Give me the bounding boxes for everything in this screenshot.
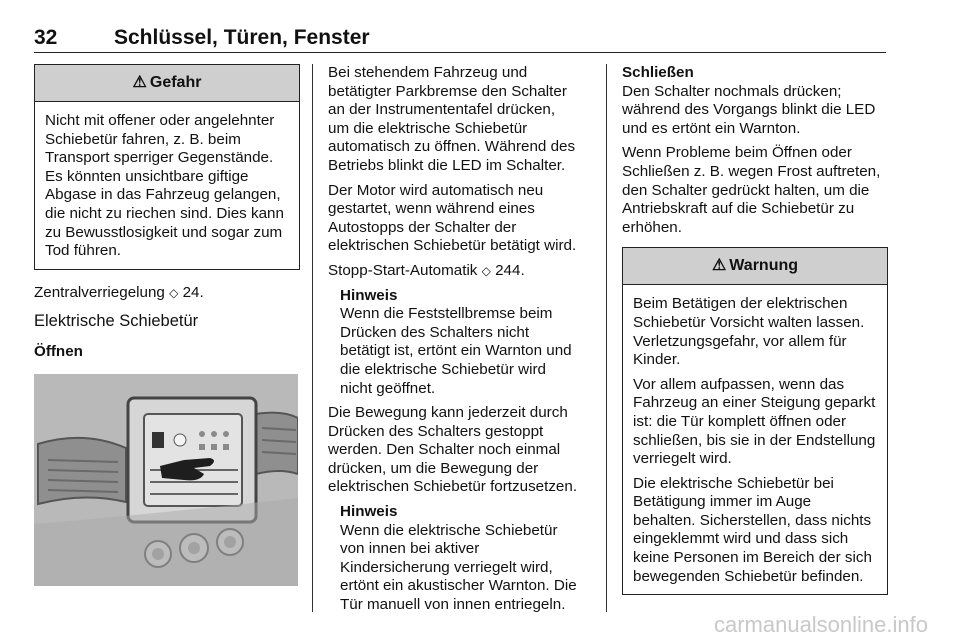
paragraph: Die Bewegung kann jederzeit durch Drücken des Schalters gestoppt werden. Den Schalter noch einmal drücken, um die Bewegung der elektrischen Schiebetür fortzusetzen. (328, 404, 578, 496)
warning-text: Beim Betätigen der elektrischen Schiebetür Vorsicht walten lassen. Verletzungsgefahr, vor allem für Kinder. (633, 295, 865, 369)
column-right (622, 64, 888, 595)
danger-box-body (35, 102, 299, 269)
note-text: Wenn die elektrische Schiebetür von innen bei aktiver Kindersicherung verriegelt wird, ertönt ein akustischer Warnton. Die Tür manuell von innen entriegeln. (340, 521, 577, 614)
warning-box-header (623, 248, 887, 285)
page-number: 32 (34, 26, 58, 49)
note-text: Wenn die Feststellbremse beim Drücken des Schalters nicht betätigt ist, ertönt ein Warnton und die elektrische Schiebetür wird nicht geöffnet. (340, 305, 572, 397)
reference-text: Zentralverriegelung (34, 283, 165, 301)
warning-triangle-icon: ⚠ (132, 73, 147, 91)
page-reference-icon: ◇ (169, 285, 179, 300)
danger-title: Gefahr (149, 73, 202, 91)
danger-box (34, 64, 300, 270)
danger-box-header (35, 65, 299, 102)
warning-text: Die elektrische Schiebetür bei Betätigung immer im Auge behalten. Sicherstellen, dass nichts eingeklemmt wird und dass sich keine Personen im Bereich der sich bewegenden Schiebetür befinden. (633, 474, 872, 585)
column-middle (328, 64, 578, 621)
warning-text: Vor allem aufpassen, wenn das Fahrzeug an einer Steigung geparkt ist: die Tür komplett öffnen oder schließen, bis sie in der Endstellung verriegelt wird. (633, 375, 876, 468)
paragraph: Der Motor wird automatisch neu gestartet, wenn während eines Autostopps der Schalter der elektrischen Schiebetür betätigt wird. (328, 181, 577, 255)
paragraph: Bei stehendem Fahrzeug und betätigter Parkbremse den Schalter an der Instrumententafel drücken, um die elektrische Schiebetür automatisch zu öffnen. Während des Betriebs blinkt die LED im Schalter. (328, 64, 576, 174)
warning-box-body (623, 285, 887, 594)
cross-reference (34, 284, 300, 303)
note-heading: Hinweis (340, 286, 398, 304)
cross-reference (328, 262, 578, 281)
page-title: Schlüssel, Türen, Fenster (114, 26, 370, 49)
warning-title: Warnung (729, 257, 799, 275)
note-block (328, 503, 578, 615)
paragraph: Wenn Probleme beim Öffnen oder Schließen z. B. wegen Frost auftreten, den Schalter gedrückt halten, um die Antriebskraft auf die Schiebetür zu erhöhen. (622, 144, 881, 236)
warning-box (622, 247, 888, 595)
subheading-open: Öffnen (34, 342, 83, 360)
reference-page: 24. (182, 283, 204, 301)
page-reference-icon: ◇ (481, 263, 491, 278)
note-heading: Hinweis (340, 503, 398, 521)
dashboard-switch-illustration (34, 374, 298, 586)
warning-triangle-icon: ⚠ (711, 257, 727, 275)
watermark: carmanualsonline.info (713, 612, 928, 637)
page-header (34, 18, 886, 53)
reference-page: 244. (495, 261, 525, 279)
column-divider (312, 64, 313, 612)
note-block (328, 287, 578, 399)
section-heading: Elektrische Schiebetür (34, 312, 199, 331)
column-divider (606, 64, 607, 612)
reference-text: Stopp-Start-Automatik (328, 261, 478, 279)
danger-text: Nicht mit offener oder angelehnter Schiebetür fahren, z. B. beim Transport sperriger Gegenstände. Es könnten unsichtbare giftige Abgase in das Fahrzeug gelangen, die nicht zu riechen sind. Dies kann zu Bewusstlosigkeit und sogar zum Tod führen. (45, 112, 284, 260)
column-left (34, 64, 300, 586)
paragraph: Den Schalter nochmals drücken; während des Vorgangs blinkt die LED und es ertönt ein Warnton. (622, 82, 876, 137)
subheading-close: Schließen (622, 64, 694, 81)
